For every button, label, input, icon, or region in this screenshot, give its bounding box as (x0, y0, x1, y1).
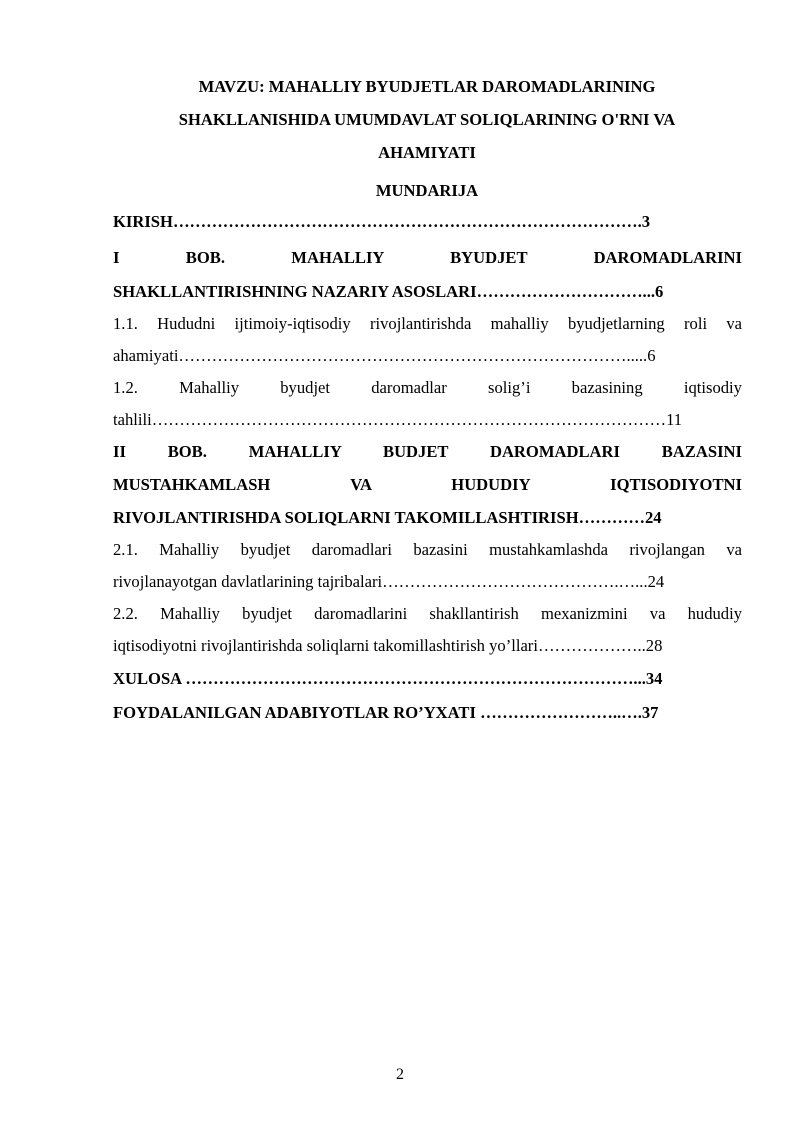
title-line-1: MAVZU: MAHALLIY BYUDJETLAR DAROMADLARINING (198, 77, 656, 96)
toc-entry-2-2-line2[interactable]: iqtisodiyotni rivojlantirishda soliqlarni takomillashtirish yo’llari………………..28 (113, 636, 663, 655)
toc-entry-chapter2-line3[interactable]: RIVOJLANTIRISHDA SOLIQLARNI TAKOMILLASHTIRISH…………24 (113, 508, 662, 527)
toc-entry-chapter1-line1[interactable]: I BOB. MAHALLIY BYUDJET DAROMADLARINI (113, 248, 742, 267)
toc-entry-2-2-line1[interactable]: 2.2. Mahalliy byudjet daromadlarini shakllantirish mexanizmini va hududiy (113, 604, 743, 623)
toc-entry-references[interactable]: FOYDALANILGAN ADABIYOTLAR RO’YXATI ……………………..….37 (113, 703, 659, 722)
title-line-2: SHAKLLANISHIDA UMUMDAVLAT SOLIQLARINING O'RNI VA (178, 110, 676, 129)
toc-entry-1-1-line1[interactable]: 1.1. Hududni ijtimoiy-iqtisodiy rivojlantirishda mahalliy byudjetlarning roli va (113, 314, 742, 333)
toc-entry-chapter1-line2[interactable]: SHAKLLANTIRISHNING NAZARIY ASOSLARI…………………………...6 (113, 282, 664, 301)
toc-entry-intro[interactable]: KIRISH………………………………………………………………………….3 (113, 212, 651, 231)
toc-entry-chapter2-line2[interactable]: MUSTAHKAMLASH VA HUDUDIY IQTISODIYOTNI (113, 475, 742, 494)
toc-entry-chapter2-line1[interactable]: II BOB. MAHALLIY BUDJET DAROMADLARI BAZASINI (113, 442, 742, 461)
toc-entry-1-2-line2[interactable]: tahlili…………………………………………………………………………………11 (113, 410, 683, 429)
title-line-3: AHAMIYATI (378, 143, 476, 162)
toc-entry-conclusion[interactable]: XULOSA ………………………………………………………………………...34 (113, 669, 663, 688)
toc-entry-1-1-line2[interactable]: ahamiyati……………………………………………………………………….....6 (113, 346, 656, 365)
toc-entry-1-2-line1[interactable]: 1.2. Mahalliy byudjet daromadlar solig’i bazasining iqtisodiy (113, 378, 742, 397)
toc-entry-2-1-line1[interactable]: 2.1. Mahalliy byudjet daromadlari bazasini mustahkamlashda rivojlangan va (113, 540, 743, 559)
page-number: 2 (396, 1066, 404, 1083)
toc-heading: MUNDARIJA (375, 181, 479, 200)
toc-entry-2-1-line2[interactable]: rivojlanayotgan davlatlarining tajribalari…………………………………….…...24 (113, 572, 665, 591)
